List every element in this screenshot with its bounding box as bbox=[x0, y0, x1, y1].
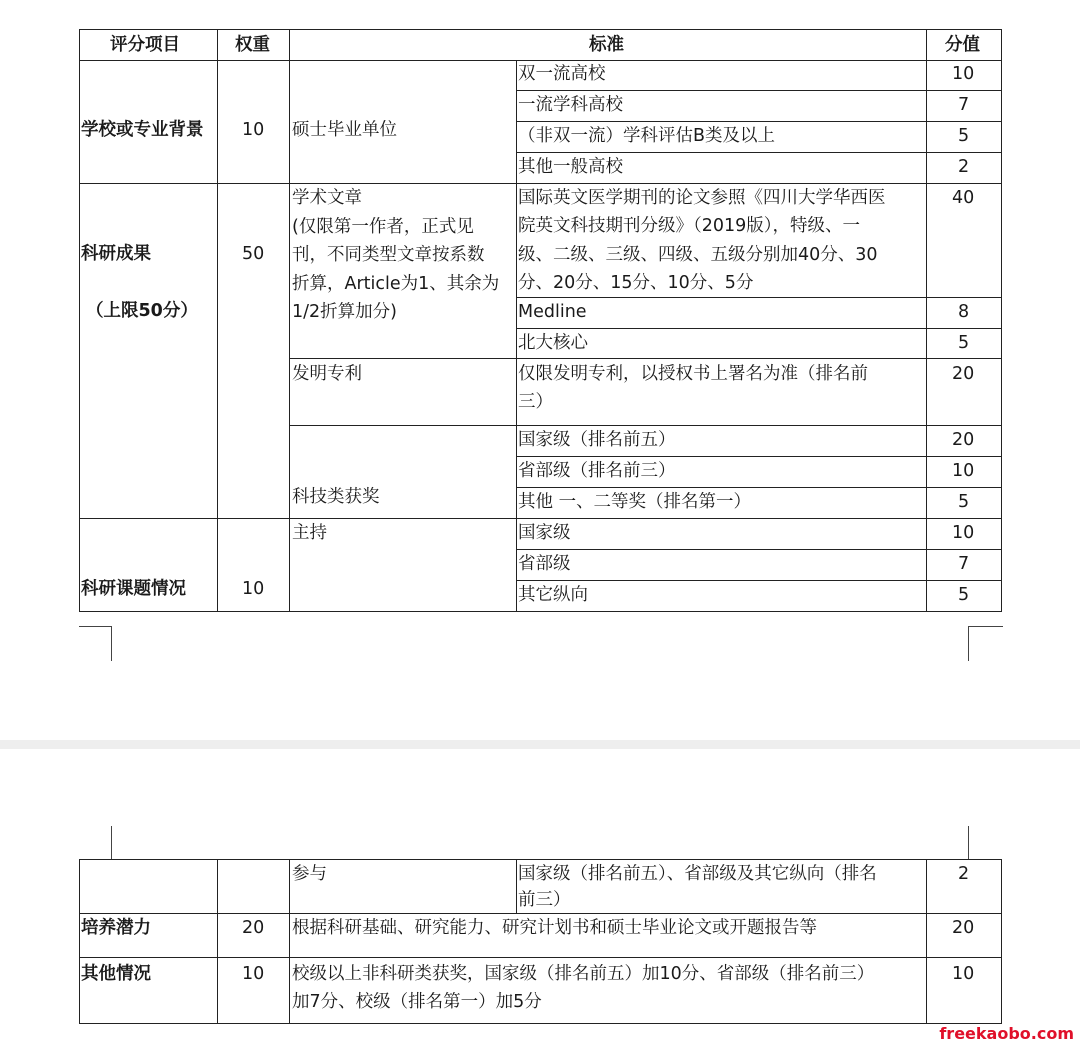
table-border-right bbox=[1001, 859, 1002, 1023]
patent-label: 发明专利 bbox=[292, 364, 362, 384]
articles-note-line: (仅限第一作者，正式见 bbox=[292, 217, 474, 237]
standard-cell: 双一流高校 bbox=[518, 64, 606, 84]
score-cell: 7 bbox=[958, 95, 970, 115]
score-cell: 7 bbox=[958, 554, 970, 574]
score-cell: 10 bbox=[952, 523, 975, 543]
standard-cell: 其它纵向 bbox=[518, 585, 588, 605]
score-cell: 5 bbox=[958, 492, 970, 512]
standard-cell-line: 加7分、校级（排名第一）加5分 bbox=[292, 992, 542, 1012]
school-criterion: 硕士毕业单位 bbox=[292, 120, 397, 140]
standard-cell: 省部级 bbox=[518, 554, 571, 574]
project-category: 科研课题情况 bbox=[81, 579, 186, 599]
school-weight: 10 bbox=[242, 120, 265, 140]
articles-note-line: 刊，不同类型文章按系数 bbox=[292, 245, 485, 265]
column-divider bbox=[217, 859, 218, 1023]
header-standard: 标准 bbox=[589, 35, 624, 55]
score-cell: 2 bbox=[958, 864, 970, 884]
standard-cell: 其他一般高校 bbox=[518, 157, 623, 177]
project-weight: 10 bbox=[242, 579, 265, 599]
potential-category: 培养潜力 bbox=[81, 918, 151, 938]
score-cell: 20 bbox=[952, 364, 975, 384]
standard-cell-line: 国家级（排名前五）、省部级及其它纵向（排名 bbox=[518, 864, 877, 884]
table-border-left bbox=[79, 859, 80, 1023]
articles-label: 学术文章 bbox=[292, 188, 362, 208]
other-category: 其他情况 bbox=[81, 964, 151, 984]
standard-cell-line: 院英文科技期刊分级》（2019版），特级、一 bbox=[518, 216, 861, 236]
standard-cell-line: 国际英文医学期刊的论文参照《四川大学华西医 bbox=[518, 188, 886, 208]
school-category: 学校或专业背景 bbox=[81, 120, 204, 140]
standard-cell: 国家级 bbox=[518, 523, 571, 543]
standard-cell-line: 前三） bbox=[518, 890, 571, 910]
research-category: 科研成果 bbox=[81, 244, 151, 264]
articles-note-line: 1/2折算加分) bbox=[292, 302, 397, 322]
header-item: 评分项目 bbox=[110, 35, 180, 55]
standard-cell: 省部级（排名前三） bbox=[518, 461, 676, 481]
standard-cell-line: 分、20分、15分、10分、5分 bbox=[518, 273, 754, 293]
column-divider bbox=[516, 859, 517, 913]
score-cell: 5 bbox=[958, 333, 970, 353]
header-score: 分值 bbox=[945, 35, 980, 55]
score-cell: 5 bbox=[958, 585, 970, 605]
score-cell: 10 bbox=[952, 461, 975, 481]
research-cap: （上限50分） bbox=[86, 301, 198, 321]
score-cell: 2 bbox=[958, 157, 970, 177]
header-weight: 权重 bbox=[235, 35, 270, 55]
watermark: freekaobo.com bbox=[939, 1024, 1074, 1043]
standard-cell-line: 仅限发明专利，以授权书上署名为准（排名前 bbox=[518, 364, 868, 384]
articles-note-line: 折算，Article为1、其余为 bbox=[292, 274, 500, 294]
standard-cell: （非双一流）学科评估B类及以上 bbox=[518, 126, 776, 146]
potential-weight: 20 bbox=[242, 918, 265, 938]
standard-cell: 一流学科高校 bbox=[518, 95, 623, 115]
standard-cell: 北大核心 bbox=[518, 333, 588, 353]
standard-cell-line: 校级以上非科研类获奖，国家级（排名前五）加10分、省部级（排名前三） bbox=[292, 964, 875, 984]
standard-cell-line: 三） bbox=[518, 392, 553, 412]
standard-cell: Medline bbox=[518, 302, 587, 322]
research-weight: 50 bbox=[242, 244, 265, 264]
score-cell: 10 bbox=[952, 964, 975, 984]
column-divider bbox=[926, 859, 927, 1023]
participate-label: 参与 bbox=[292, 864, 327, 884]
score-cell: 10 bbox=[952, 64, 975, 84]
column-divider bbox=[289, 859, 290, 1023]
score-cell: 40 bbox=[952, 188, 975, 208]
other-weight: 10 bbox=[242, 964, 265, 984]
potential-standard: 根据科研基础、研究能力、研究计划书和硕士毕业论文或开题报告等 bbox=[292, 918, 817, 938]
score-cell: 20 bbox=[952, 430, 975, 450]
score-cell: 20 bbox=[952, 918, 975, 938]
standard-cell-line: 级、二级、三级、四级、五级分别加40分、30 bbox=[518, 245, 878, 265]
score-cell: 8 bbox=[958, 302, 970, 322]
standard-cell: 国家级（排名前五） bbox=[518, 430, 676, 450]
standard-cell: 其他 一、二等奖（排名第一） bbox=[518, 492, 752, 512]
table-border-bottom bbox=[79, 1023, 1002, 1024]
score-cell: 5 bbox=[958, 126, 970, 146]
award-label: 科技类获奖 bbox=[292, 487, 380, 507]
host-label: 主持 bbox=[292, 523, 327, 543]
